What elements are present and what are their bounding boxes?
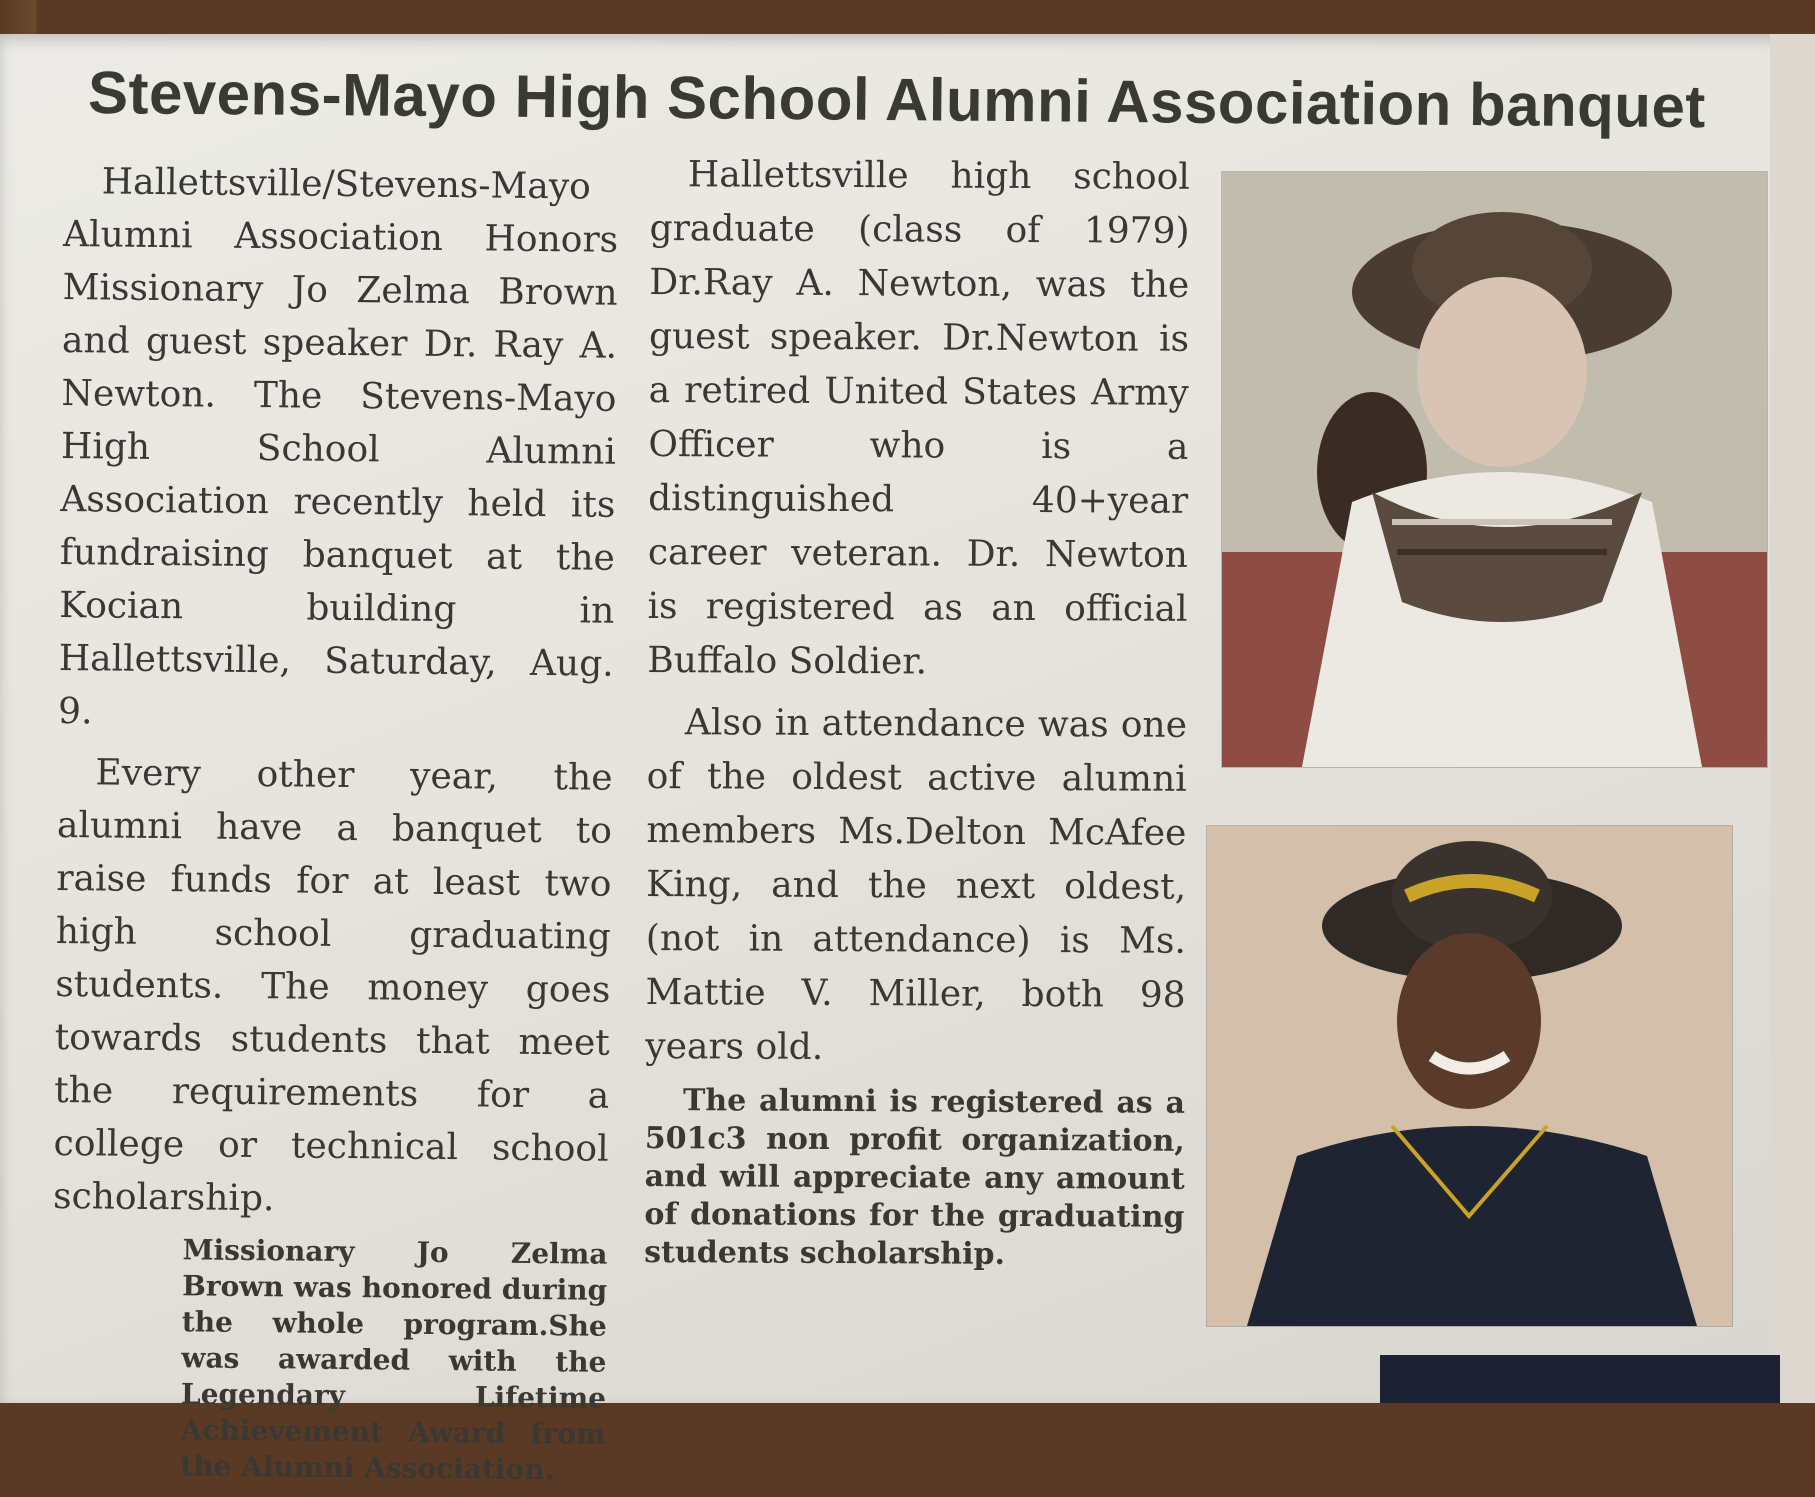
paragraph: Hallettsville/Stevens-Mayo Alumni Association Honors Missionary Jo Zelma Brown and guest speaker Dr. Ray A. Newton. The Stevens-Mayo High School Alumni Association recently held its fundraising banquet at the Kocian building in Hallettsville, Saturday, Aug. 9. [57,161,619,733]
photo-honoree-woman-in-cowboy-hat [1222,172,1767,767]
paragraph: The alumni is registered as a 501c3 non profit organization, and will appreciate any amount of donations for the graduating students scholarship. [644,1083,1186,1272]
adjacent-photo-edge [1380,1355,1780,1403]
paragraph: Also in attendance was one of the oldest active alumni members Ms.Delton McAfee King, and the next oldest, (not in attendance) is Ms. Mattie V. Miller, both 98 years old. [645,702,1188,1068]
article-column-1 [50,155,619,1497]
photo-illustration [1222,172,1767,767]
paragraph: Missionary Jo Zelma Brown was honored during the whole program.She was awarded with the Legendary Lifetime Achievement Award from the Alumni Association. [180,1233,608,1487]
photo-guest-speaker-in-cavalry-hat [1207,826,1732,1326]
paragraph: Every other year, the alumni have a banquet to raise funds for at least two high school graduating students. The money goes towards students that meet the requirements for a college or technical school scholarship. [52,752,613,1220]
paragraph: Hallettsville high school graduate (class of 1979) Dr.Ray A. Newton, was the guest speaker. Dr.Newton is a retired United States Army Officer who is a distinguished 40+year career veteran. Dr. Newton is registered as an official Buffalo Soldier. [647,154,1190,683]
article-headline: Stevens-Mayo High School Alumni Association banquet [87,59,1707,141]
article-column-2 [644,148,1190,1283]
photo-illustration [1207,826,1732,1326]
adjacent-column-edge [1770,34,1815,1403]
